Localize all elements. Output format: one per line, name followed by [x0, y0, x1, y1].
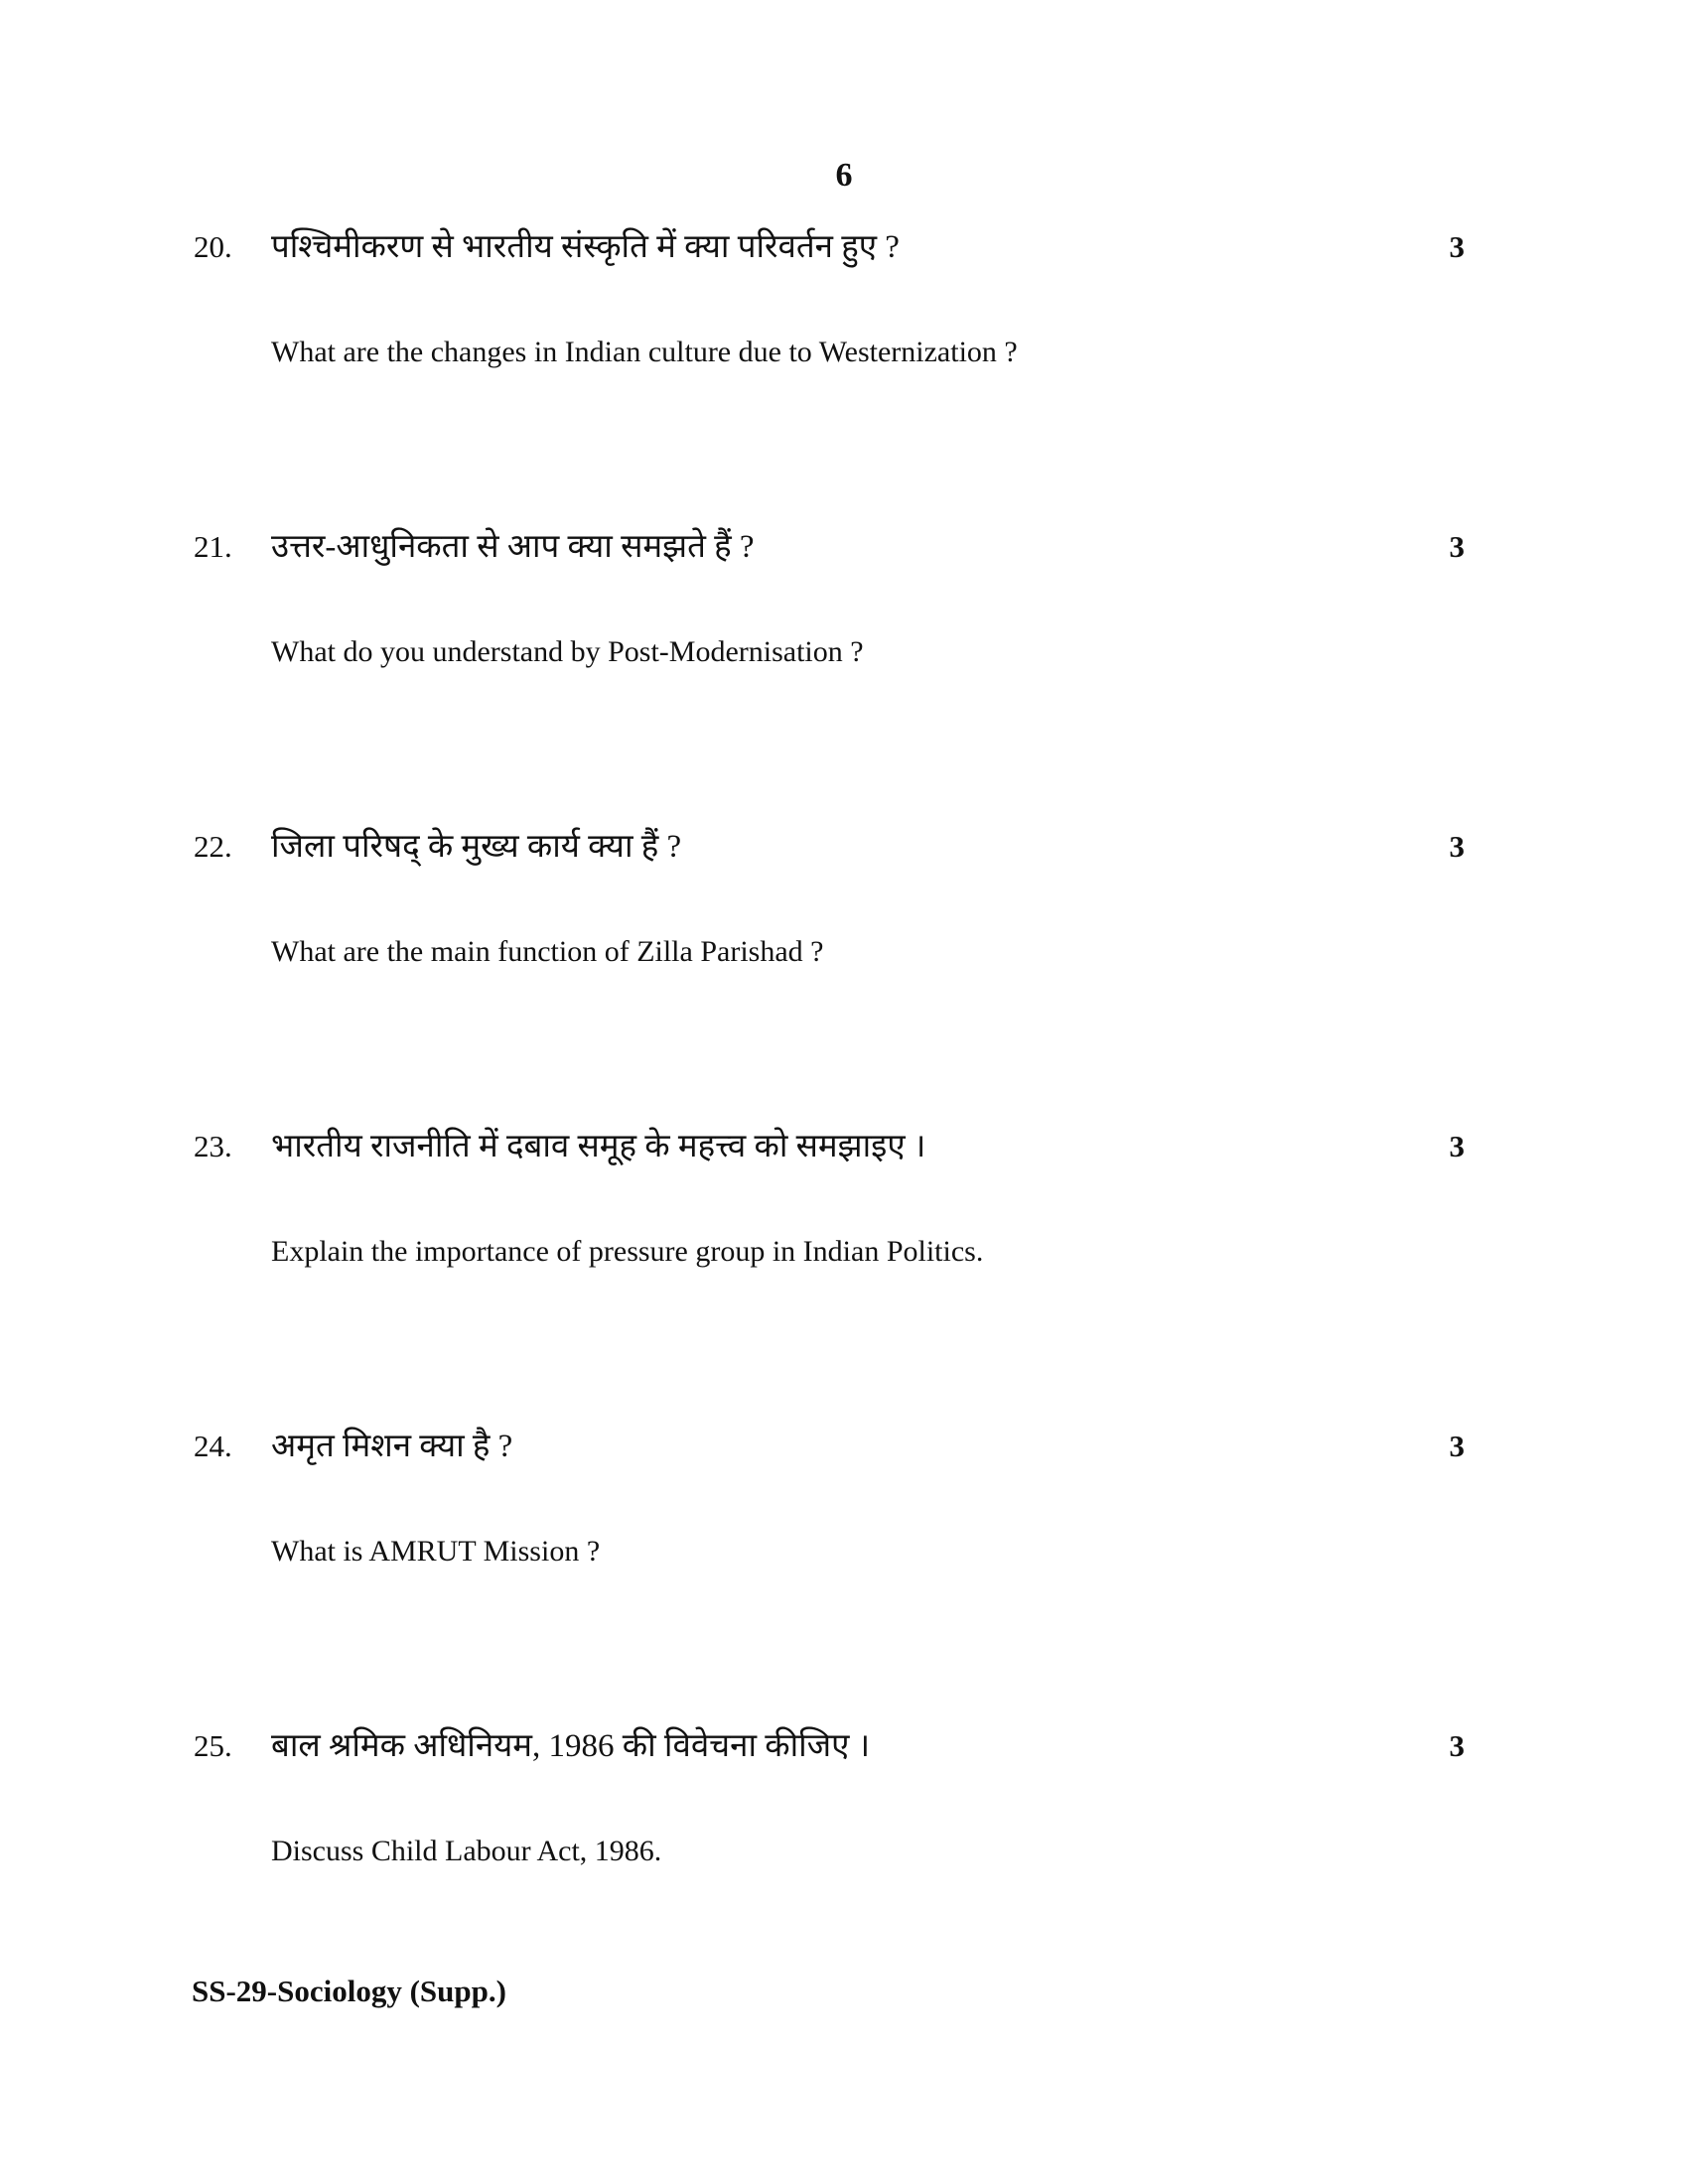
page-number: 6: [835, 157, 853, 194]
question-marks: 3: [1449, 1129, 1465, 1163]
question-20-row: [194, 224, 1465, 270]
question-marks: 3: [1449, 529, 1465, 564]
question-list: [194, 224, 1465, 2023]
question-24-row: [194, 1424, 1465, 1469]
question-text-hindi: पश्चिमीकरण से भारतीय संस्कृति में क्या परिवर्तन हुए ?: [271, 229, 900, 265]
question-text-english: What are the main function of Zilla Parishad ?: [271, 935, 824, 968]
question-text-hindi: भारतीय राजनीति में दबाव समूह के महत्त्व को समझाइए ।: [271, 1129, 926, 1164]
question-25: [194, 1723, 1465, 1871]
question-text-english: What is AMRUT Mission ?: [271, 1535, 601, 1568]
question-number: 23.: [194, 1129, 232, 1163]
question-21: [194, 524, 1465, 672]
question-number: 21.: [194, 529, 232, 564]
question-24: [194, 1424, 1465, 1571]
question-number: 22.: [194, 829, 232, 864]
question-21-row: [194, 524, 1465, 570]
question-22: [194, 824, 1465, 972]
question-text-english: What are the changes in Indian culture due to Westernization ?: [271, 336, 1018, 368]
question-text-hindi: बाल श्रमिक अधिनियम, 1986 की विवेचना कीजिए ।: [271, 1728, 871, 1764]
question-22-row: [194, 824, 1465, 870]
question-25-row: [194, 1723, 1465, 1769]
question-marks: 3: [1449, 1728, 1465, 1763]
question-marks: 3: [1449, 829, 1465, 864]
question-text-english: What do you understand by Post-Modernisation ?: [271, 635, 864, 668]
question-text-hindi: जिला परिषद् के मुख्य कार्य क्या हैं ?: [271, 829, 682, 865]
question-number: 24.: [194, 1429, 232, 1463]
question-marks: 3: [1449, 1429, 1465, 1463]
question-text-english: Discuss Child Labour Act, 1986.: [271, 1835, 662, 1867]
paper-code-footer: SS-29-Sociology (Supp.): [192, 1974, 506, 2008]
question-text-hindi: उत्तर-आधुनिकता से आप क्या समझते हैं ?: [271, 529, 755, 565]
question-23: [194, 1124, 1465, 1272]
question-23-row: [194, 1124, 1465, 1169]
question-marks: 3: [1449, 229, 1465, 264]
question-text-english: Explain the importance of pressure group in Indian Politics.: [271, 1235, 984, 1268]
question-number: 25.: [194, 1728, 232, 1763]
question-number: 20.: [194, 229, 232, 264]
question-text-hindi: अमृत मिशन क्या है ?: [271, 1429, 513, 1464]
question-20: [194, 224, 1465, 372]
